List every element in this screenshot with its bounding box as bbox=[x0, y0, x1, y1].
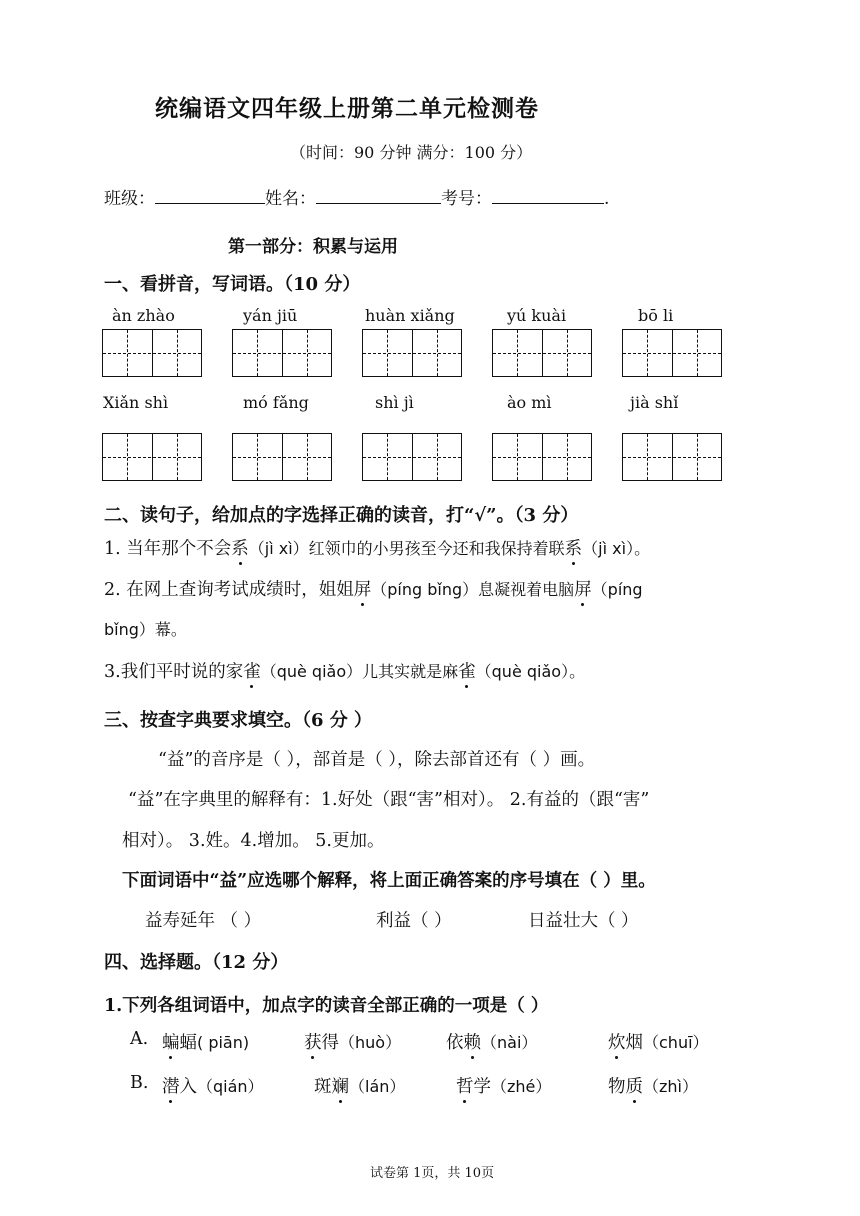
dotted-char: 赖 bbox=[464, 1029, 482, 1054]
q4-heading: 四、选择题。（12 分） bbox=[104, 952, 289, 973]
word-char: 蝠 bbox=[179, 1033, 197, 1053]
page-footer: 试卷第 1页，共 10页 bbox=[370, 1166, 495, 1181]
dotted-char: 潜 bbox=[162, 1073, 180, 1098]
q3-instruction: 下面词语中“益”应选哪个解释，将上面正确答案的序号填在（ ）里。 bbox=[122, 871, 656, 891]
pinyin-choice[interactable]: （jì xì）。 bbox=[582, 539, 651, 558]
writing-grid-2-5[interactable] bbox=[622, 433, 722, 481]
pinyin: ( piān) bbox=[197, 1033, 250, 1052]
exam-title: 统编语文四年级上册第二单元检测卷 bbox=[155, 95, 539, 122]
name-field[interactable] bbox=[316, 185, 441, 204]
q2-sentence-3 bbox=[104, 658, 585, 683]
dotted-char: 蝙 bbox=[162, 1029, 180, 1054]
dotted-char: 炊 bbox=[608, 1029, 626, 1054]
option-a-item-1 bbox=[162, 1029, 249, 1054]
number-label: 考号： bbox=[441, 189, 492, 209]
student-info-line bbox=[104, 184, 609, 209]
end-mark: . bbox=[604, 189, 610, 209]
q2-sentence-2 bbox=[104, 576, 643, 601]
part1-title: 第一部分：积累与运用 bbox=[228, 237, 398, 257]
pinyin-1-5: bō li bbox=[638, 306, 674, 325]
pinyin-choice[interactable]: （què qiǎo）儿其实就是麻 bbox=[260, 662, 459, 681]
sentence-text: 2. 在网上查询考试成绩时，姐姐 bbox=[104, 580, 354, 600]
option-a-item-4 bbox=[608, 1029, 709, 1054]
q2-sentence-1 bbox=[104, 535, 650, 560]
word-char: 斑 bbox=[314, 1077, 332, 1097]
exam-meta: （时间：90 分钟 满分：100 分） bbox=[290, 143, 533, 162]
writing-grid-1-5[interactable] bbox=[622, 329, 722, 377]
pinyin-2-4: ào mì bbox=[507, 393, 552, 412]
option-b-label[interactable]: B. bbox=[130, 1073, 149, 1093]
word-char: 入 bbox=[179, 1077, 197, 1097]
pinyin-choice[interactable]: （què qiǎo）。 bbox=[475, 662, 586, 681]
q3-line-1: “益”的音序是（ ），部首是（ ），除去部首还有（ ）画。 bbox=[158, 750, 596, 770]
writing-grid-2-4[interactable] bbox=[492, 433, 592, 481]
q2-sentence-2-cont bbox=[104, 617, 187, 640]
writing-grid-1-4[interactable] bbox=[492, 329, 592, 377]
writing-grid-1-2[interactable] bbox=[232, 329, 332, 377]
dotted-char: 屏 bbox=[354, 576, 372, 601]
pinyin-2-5: jià shǐ bbox=[630, 393, 679, 412]
q3-item-1[interactable]: 益寿延年 （ ） bbox=[145, 911, 262, 931]
word-char: 物 bbox=[608, 1077, 626, 1097]
dotted-char: 系 bbox=[231, 535, 249, 560]
word-char: 学 bbox=[473, 1077, 491, 1097]
pinyin-2-1: Xiǎn shì bbox=[103, 393, 169, 412]
q1-heading: 一、看拼音，写词语。（10 分） bbox=[104, 274, 361, 295]
option-b-item-2 bbox=[314, 1073, 405, 1098]
dotted-char: 系 bbox=[565, 535, 583, 560]
pinyin: （zhì） bbox=[643, 1077, 698, 1096]
pinyin: （qián） bbox=[197, 1077, 264, 1096]
pinyin: （nài） bbox=[481, 1033, 538, 1052]
option-b-item-4 bbox=[608, 1073, 698, 1098]
option-a-label[interactable]: A. bbox=[130, 1029, 149, 1049]
dotted-char: 雀 bbox=[458, 658, 476, 683]
pinyin-choice[interactable]: （píng bǐng）息凝视着电脑 bbox=[371, 580, 575, 599]
pinyin-1-4: yú kuài bbox=[507, 306, 567, 325]
word-char: 得 bbox=[321, 1033, 339, 1053]
q3-line-3: 相对）。 3.姓。4.增加。 5.更加。 bbox=[122, 831, 385, 851]
writing-grid-1-3[interactable] bbox=[362, 329, 462, 377]
option-a-item-3 bbox=[446, 1029, 537, 1054]
number-field[interactable] bbox=[492, 185, 604, 204]
pinyin-1-1: àn zhào bbox=[112, 306, 175, 325]
dotted-char: 屏 bbox=[574, 576, 592, 601]
pinyin-2-3: shì jì bbox=[375, 393, 414, 412]
option-a-item-2 bbox=[304, 1029, 401, 1054]
dotted-char: 哲 bbox=[456, 1073, 474, 1098]
writing-grid-1-1[interactable] bbox=[102, 329, 202, 377]
writing-grid-2-1[interactable] bbox=[102, 433, 202, 481]
dotted-char: 斓 bbox=[332, 1073, 350, 1098]
dotted-char: 雀 bbox=[243, 658, 261, 683]
pinyin: （huò） bbox=[339, 1033, 402, 1052]
word-char: 烟 bbox=[625, 1033, 643, 1053]
writing-grid-2-2[interactable] bbox=[232, 433, 332, 481]
class-label: 班级： bbox=[104, 189, 155, 209]
option-b-item-3 bbox=[456, 1073, 551, 1098]
name-label: 姓名： bbox=[265, 189, 316, 209]
class-field[interactable] bbox=[155, 185, 265, 204]
pinyin-1-2: yán jiū bbox=[243, 306, 298, 325]
sentence-text: 3.我们平时说的家 bbox=[104, 662, 244, 682]
dotted-char: 获 bbox=[304, 1029, 322, 1054]
pinyin-choice[interactable]: （píng bbox=[591, 580, 643, 599]
pinyin-choice[interactable]: （jì xì）红领巾的小男孩至今还和我保持着联 bbox=[248, 539, 565, 558]
pinyin: （lán） bbox=[349, 1077, 406, 1096]
dotted-char: 质 bbox=[626, 1073, 644, 1098]
writing-grid-2-3[interactable] bbox=[362, 433, 462, 481]
q3-heading: 三、按查字典要求填空。（6 分 ） bbox=[104, 710, 373, 731]
q3-line-2: “益”在字典里的解释有：1.好处（跟“害”相对）。 2.有益的（跟“害” bbox=[128, 790, 650, 810]
option-b-item-1 bbox=[162, 1073, 264, 1098]
pinyin-2-2: mó fǎng bbox=[243, 393, 309, 412]
pinyin-1-3: huàn xiǎng bbox=[365, 306, 455, 325]
q4-question-1: 1.下列各组词语中，加点字的读音全部正确的一项是（ ） bbox=[104, 996, 549, 1016]
pinyin: （chuī） bbox=[643, 1033, 709, 1052]
word-char: 依 bbox=[446, 1033, 464, 1053]
q3-item-3[interactable]: 日益壮大（ ） bbox=[528, 911, 639, 931]
pinyin-choice[interactable]: bǐng）幕。 bbox=[104, 620, 187, 639]
sentence-text: 1. 当年那个不会 bbox=[104, 539, 232, 559]
q2-heading: 二、读句子，给加点的字选择正确的读音，打“√”。（3 分） bbox=[104, 505, 579, 526]
q3-item-2[interactable]: 利益（ ） bbox=[376, 911, 452, 931]
pinyin: （zhé） bbox=[491, 1077, 552, 1096]
